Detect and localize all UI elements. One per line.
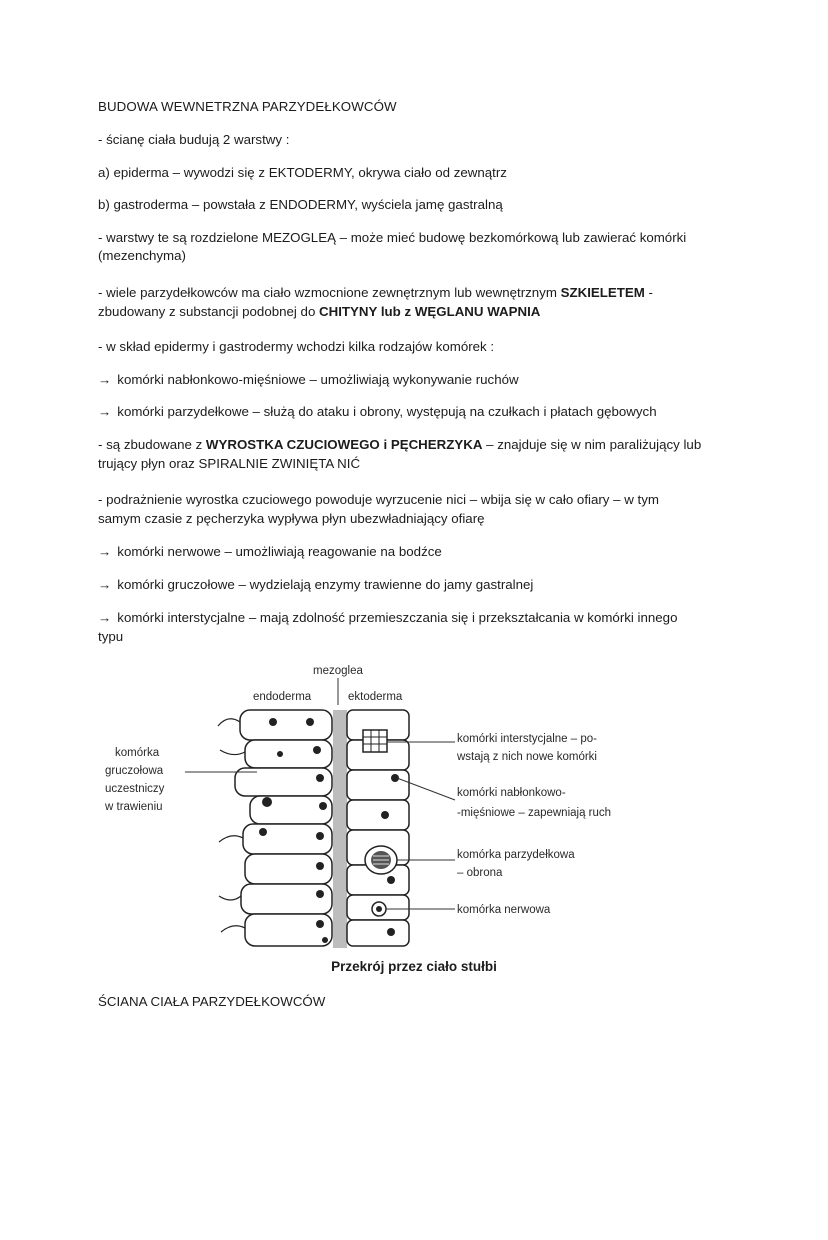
text-span: - <box>644 285 653 300</box>
bullet-line <box>98 403 657 420</box>
text-line: samym czasie z pęcherzyka wypływa płyn ubezwładniający ofiarę <box>98 511 485 526</box>
cnidocyte-label: komórka parzydełkowa <box>457 849 575 861</box>
bullet-line <box>98 371 519 388</box>
text-line <box>98 196 503 213</box>
text-span: – znajduje się w nim paraliżujący lub <box>482 437 702 452</box>
term: a) epiderma <box>98 165 169 180</box>
endoderm-cells <box>235 710 332 946</box>
arrow-icon: → <box>98 372 112 387</box>
nerve-cell-label: komórka nerwowa <box>457 904 551 916</box>
label-line: uczestniczy <box>105 783 165 795</box>
text-line <box>98 303 540 320</box>
bullet-text: komórki gruczołowe – wydzielają enzymy trawienne do jamy gastralnej <box>117 577 534 592</box>
page-title: BUDOWA WEWNETRZNA PARZYDEŁKOWCÓW <box>98 99 397 114</box>
text-line: trujący płyn oraz SPIRALNIE ZWINIĘTA NIĆ <box>98 456 361 471</box>
cnidocyte-label: – obrona <box>457 867 503 879</box>
text-line: - ścianę ciała budują 2 warstwy : <box>98 132 290 147</box>
bullet-text: komórki parzydełkowe – służą do ataku i obrony, występują na czułkach i płatach gębowych <box>117 404 657 419</box>
interstitial-label: wstają z nich nowe komórki <box>457 751 597 763</box>
text-line <box>98 284 653 301</box>
text-span: zbudowany z substancji podobnej do <box>98 304 320 319</box>
text-line: - podrażnienie wyrostka czuciowego powoduje wyrzucenie nici – wbija się w cało ofiary – w tym <box>98 492 659 507</box>
bullet-line <box>98 609 677 626</box>
bullet-text: komórki nabłonkowo-mięśniowe – umożliwiają wykonywanie ruchów <box>117 372 519 387</box>
text-line: (mezenchyma) <box>98 248 186 263</box>
bullet-text: komórki nerwowe – umożliwiają reagowanie na bodźce <box>117 544 442 559</box>
term: b) gastroderma <box>98 197 189 212</box>
arrow-icon: → <box>98 577 112 592</box>
epitheliomuscular-label: -mięśniowe – zapewniają ruch <box>457 807 612 819</box>
label-line: w trawieniu <box>105 801 163 813</box>
label-line: komórka <box>115 747 160 759</box>
text-line: typu <box>98 629 124 644</box>
definition: – wywodzi się z EKTODERMY, okrywa ciało od zewnątrz <box>168 165 507 180</box>
bold-term: CHITYNY lub z WĘGLANU WAPNIA <box>319 304 541 319</box>
label-line: gruczołowa <box>105 765 164 777</box>
mezoglea-label: mezoglea <box>313 665 363 677</box>
bold-term: SZKIELETEM <box>560 285 645 300</box>
text-line <box>98 436 701 453</box>
endoderma-label: endoderma <box>253 691 312 703</box>
figure-caption: Przekrój przez ciało stułbi <box>331 959 497 974</box>
section-title: ŚCIANA CIAŁA PARZYDEŁKOWCÓW <box>98 994 326 1009</box>
bullet-line <box>98 543 442 560</box>
arrow-icon: → <box>98 544 112 559</box>
bullet-line <box>98 576 533 593</box>
arrow-icon: → <box>98 610 112 625</box>
bullet-text: komórki interstycjalne – mają zdolność przemieszczania się i przekształcania w komórki innego <box>117 610 678 625</box>
text-line: - w skład epidermy i gastrodermy wchodzi kilka rodzajów komórek : <box>98 339 495 354</box>
definition: – powstała z ENDODERMY, wyściela jamę gastralną <box>188 197 503 212</box>
mezoglea-band <box>333 710 347 948</box>
hydra-cross-section-diagram <box>95 660 655 955</box>
ektoderma-label: ektoderma <box>348 691 403 703</box>
text-span: - wiele parzydełkowców ma ciało wzmocnione zewnętrznym lub wewnętrznym <box>98 285 561 300</box>
text-line: - warstwy te są rozdzielone MEZOGLEĄ – może mieć budowę bezkomórkową lub zawierać komórki <box>98 230 687 245</box>
text-span: - są zbudowane z <box>98 437 206 452</box>
interstitial-label: komórki interstycjalne – po- <box>457 733 597 745</box>
bold-term: WYROSTKA CZUCIOWEGO i PĘCHERZYKA <box>205 437 483 452</box>
text-line <box>98 164 507 181</box>
nerve-cell-nucleus <box>376 906 382 912</box>
epitheliomuscular-label: komórki nabłonkowo- <box>457 787 566 799</box>
interstitial-cells <box>363 730 387 752</box>
gland-cell-label <box>104 747 165 813</box>
arrow-icon: → <box>98 404 112 419</box>
